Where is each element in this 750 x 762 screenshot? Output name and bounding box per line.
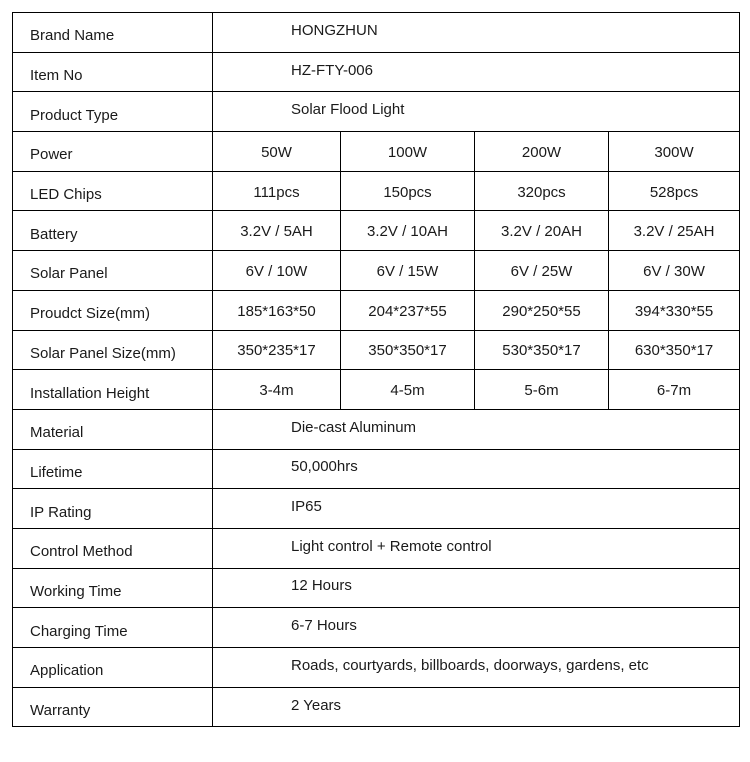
cell-value: 6V / 30W (609, 251, 740, 291)
cell-label: Solar Panel (13, 251, 213, 291)
cell-label: Warranty (13, 687, 213, 727)
row-power (13, 132, 740, 172)
cell-value: 630*350*17 (609, 330, 740, 370)
cell-label: IP Rating (13, 489, 213, 529)
cell-value: 200W (475, 132, 609, 172)
row-charging-time (13, 608, 740, 648)
cell-value: Die-cast Aluminum (213, 409, 740, 449)
spec-table (12, 12, 740, 727)
cell-label: Material (13, 409, 213, 449)
cell-value: 528pcs (609, 171, 740, 211)
cell-value: 204*237*55 (341, 290, 475, 330)
cell-value: 50W (213, 132, 341, 172)
row-warranty (13, 687, 740, 727)
cell-value: 320pcs (475, 171, 609, 211)
row-solar-panel (13, 251, 740, 291)
cell-label: Product Type (13, 92, 213, 132)
cell-value: HZ-FTY-006 (213, 52, 740, 92)
cell-label: Installation Height (13, 370, 213, 410)
cell-value: IP65 (213, 489, 740, 529)
cell-value: Light control + Remote control (213, 528, 740, 568)
cell-label: Battery (13, 211, 213, 251)
cell-value: 290*250*55 (475, 290, 609, 330)
cell-value: Solar Flood Light (213, 92, 740, 132)
cell-value: 3.2V / 25AH (609, 211, 740, 251)
cell-value: 12 Hours (213, 568, 740, 608)
row-item-no (13, 52, 740, 92)
spec-table-body (13, 13, 740, 727)
cell-label: Proudct Size(mm) (13, 290, 213, 330)
row-ip-rating (13, 489, 740, 529)
cell-value: 300W (609, 132, 740, 172)
cell-label: Charging Time (13, 608, 213, 648)
row-solar-panel-size (13, 330, 740, 370)
cell-value: 530*350*17 (475, 330, 609, 370)
row-material (13, 409, 740, 449)
cell-label: LED Chips (13, 171, 213, 211)
cell-label: Lifetime (13, 449, 213, 489)
row-led-chips (13, 171, 740, 211)
cell-label: Item No (13, 52, 213, 92)
row-application (13, 648, 740, 688)
cell-value: 111pcs (213, 171, 341, 211)
cell-value: 150pcs (341, 171, 475, 211)
cell-label: Application (13, 648, 213, 688)
row-control-method (13, 528, 740, 568)
cell-value: 4-5m (341, 370, 475, 410)
cell-value: 2 Years (213, 687, 740, 727)
row-battery (13, 211, 740, 251)
cell-value: 350*350*17 (341, 330, 475, 370)
row-product-type (13, 92, 740, 132)
row-lifetime (13, 449, 740, 489)
cell-value: 3.2V / 5AH (213, 211, 341, 251)
cell-value: 6-7m (609, 370, 740, 410)
cell-value: 50,000hrs (213, 449, 740, 489)
cell-value: 6-7 Hours (213, 608, 740, 648)
cell-value: 3-4m (213, 370, 341, 410)
cell-label: Solar Panel Size(mm) (13, 330, 213, 370)
row-working-time (13, 568, 740, 608)
cell-value: 3.2V / 10AH (341, 211, 475, 251)
cell-value: 6V / 25W (475, 251, 609, 291)
cell-value: Roads, courtyards, billboards, doorways, gardens, etc (213, 648, 740, 688)
cell-value: 3.2V / 20AH (475, 211, 609, 251)
cell-label: Power (13, 132, 213, 172)
cell-value: 6V / 15W (341, 251, 475, 291)
cell-value: 394*330*55 (609, 290, 740, 330)
cell-value: 185*163*50 (213, 290, 341, 330)
cell-value: 350*235*17 (213, 330, 341, 370)
cell-label: Working Time (13, 568, 213, 608)
cell-label: Brand Name (13, 13, 213, 53)
row-installation-height (13, 370, 740, 410)
cell-value: 5-6m (475, 370, 609, 410)
cell-value: 100W (341, 132, 475, 172)
row-product-size (13, 290, 740, 330)
cell-value: HONGZHUN (213, 13, 740, 53)
row-brand-name (13, 13, 740, 53)
cell-label: Control Method (13, 528, 213, 568)
cell-value: 6V / 10W (213, 251, 341, 291)
